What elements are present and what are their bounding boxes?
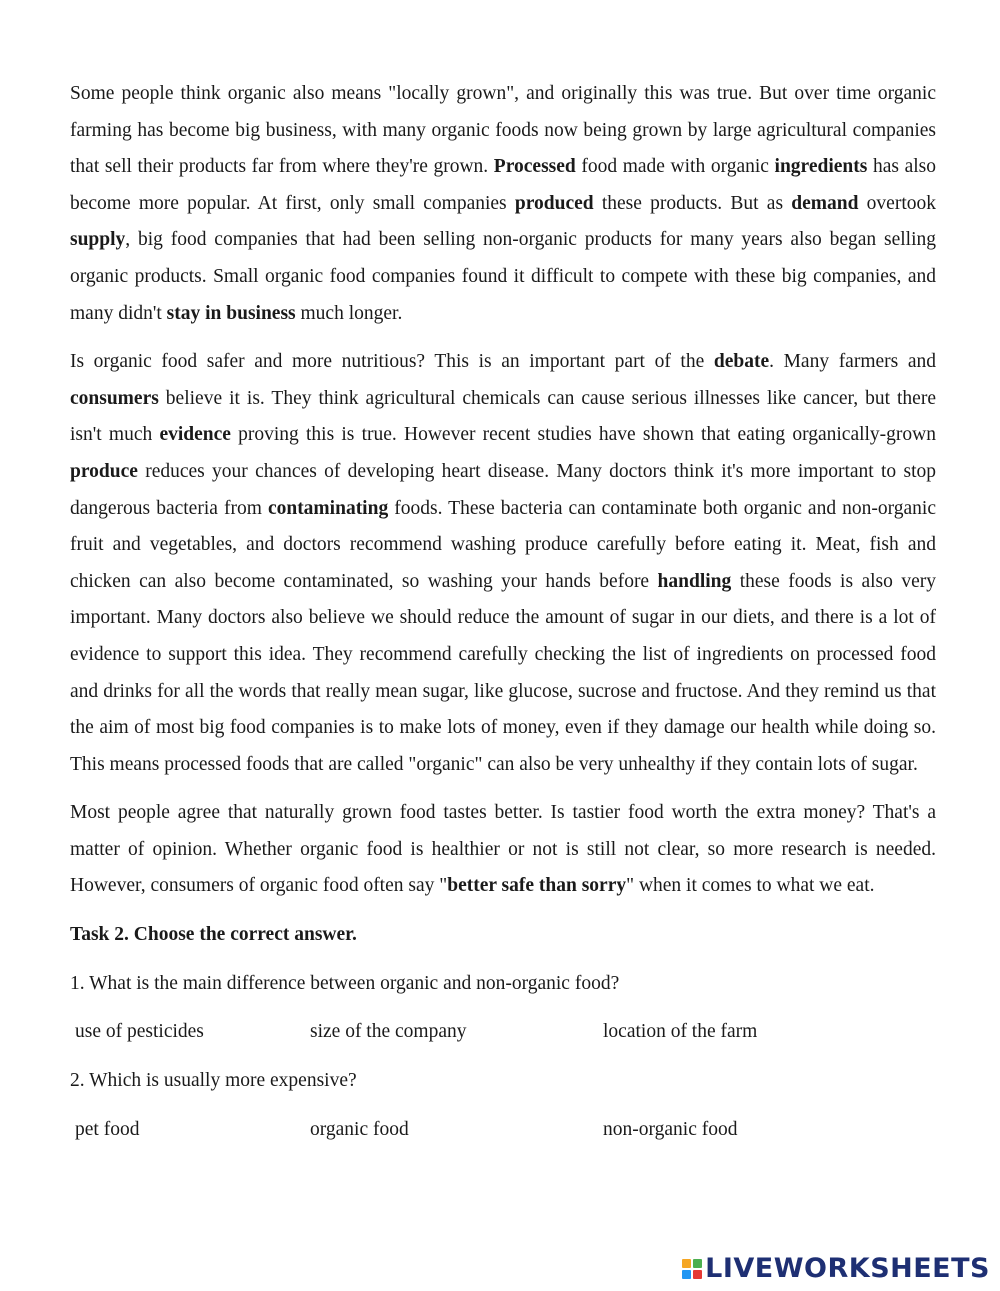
passage-text: Is organic food safer and more nutritious? This is an important part of the — [70, 351, 714, 373]
answer-option[interactable]: pet food — [75, 1118, 140, 1140]
vocabulary-term: produce — [70, 460, 138, 482]
question-1: 1. What is the main difference between organic and non-organic food? — [70, 972, 620, 994]
worksheet-page — [70, 76, 936, 1161]
passage-text: food made with organic — [575, 156, 775, 178]
passage-paragraph-3 — [70, 795, 936, 905]
passage-text: . Many farmers and — [769, 351, 936, 373]
answer-option[interactable]: size of the company — [310, 1021, 467, 1043]
vocabulary-term: evidence — [159, 424, 231, 446]
liveworksheets-brand — [682, 1251, 990, 1287]
question-2-options — [70, 1112, 936, 1149]
passage-text: overtook — [858, 192, 936, 214]
passage-text: , big food companies that had been selling non-organic products for many years also began selling organic products. Small organic food companies found it difficult to compete with these big companies, and many didn't — [70, 229, 936, 324]
passage-text: much longer. — [295, 302, 403, 324]
task-heading: Task 2. Choose the correct answer. — [70, 924, 357, 946]
vocabulary-term: debate — [713, 351, 770, 373]
vocabulary-term: ingredients — [774, 156, 868, 178]
liveworksheets-logo-icon — [682, 1259, 702, 1279]
vocabulary-term: better safe than sorry — [447, 875, 627, 897]
passage-text: these foods is also very important. Many doctors also believe we should reduce the amount of sugar in our diets, and there is a lot of evidence to support this idea. They recommend carefully checking the list of ingredients on processed food and drinks for all the words that really mean sugar, like glucose, sucrose and fructose. And they remind us that the aim of most big food companies is to make lots of money, even if they damage our health while doing so. This means processed foods that are called "organic" can also be very unhealthy if they contain lots of sugar. — [70, 570, 936, 775]
passage-text: has also become more popular. At first, only small companies — [70, 156, 936, 214]
vocabulary-term: Processed — [493, 156, 576, 178]
passage-text: foods. These bacteria can contaminate both organic and non-organic fruit and vegetables, and doctors recommend washing produce carefully before eating it. Meat, fish and chicken can also become contaminated, so washing your hands before — [70, 497, 937, 592]
vocabulary-term: contaminating — [267, 497, 389, 519]
answer-option[interactable]: organic food — [310, 1118, 409, 1140]
passage-text: these products. But as — [593, 192, 792, 214]
answer-option[interactable]: non-organic food — [603, 1118, 738, 1140]
vocabulary-term: produced — [514, 192, 594, 214]
logo-square — [682, 1270, 691, 1279]
passage-paragraph-1 — [70, 76, 936, 332]
vocabulary-term: consumers — [70, 387, 159, 409]
answer-option[interactable]: use of pesticides — [75, 1021, 204, 1043]
logo-square — [682, 1259, 691, 1268]
brand-name: LIVEWORKSHEETS — [705, 1253, 990, 1284]
logo-square — [693, 1259, 702, 1268]
vocabulary-term: handling — [657, 570, 732, 592]
passage-text: proving this is true. However recent studies have shown that eating organically-grown — [230, 424, 937, 446]
logo-square — [693, 1270, 702, 1279]
passage-text: Most people agree that naturally grown food tastes better. Is tastier food worth the extra money? That's a matter of opinion. Whether organic food is healthier or not is still not clear, so more research is needed. However, consumers of organic food often say " — [70, 802, 936, 897]
vocabulary-term: stay in business — [166, 302, 296, 324]
passage-text: believe it is. They think agricultural chemicals can cause serious illnesses like cancer, but there isn't much — [70, 387, 936, 446]
vocabulary-term: supply — [70, 229, 126, 251]
vocabulary-term: demand — [791, 192, 859, 214]
answer-option[interactable]: location of the farm — [603, 1021, 758, 1043]
question-1-options — [70, 1014, 936, 1051]
passage-paragraph-2 — [70, 344, 936, 783]
passage-text: Some people think organic also means "locally grown", and originally this was true. But over time organic farming has become big business, with many organic foods now being grown by large agricultural companies that sell their products far from where they're grown. — [70, 83, 936, 178]
passage-text: reduces your chances of developing heart disease. Many doctors think it's more important to stop dangerous bacteria from — [70, 460, 936, 519]
passage-text: " when it comes to what we eat. — [626, 875, 875, 897]
question-2: 2. Which is usually more expensive? — [70, 1070, 357, 1092]
